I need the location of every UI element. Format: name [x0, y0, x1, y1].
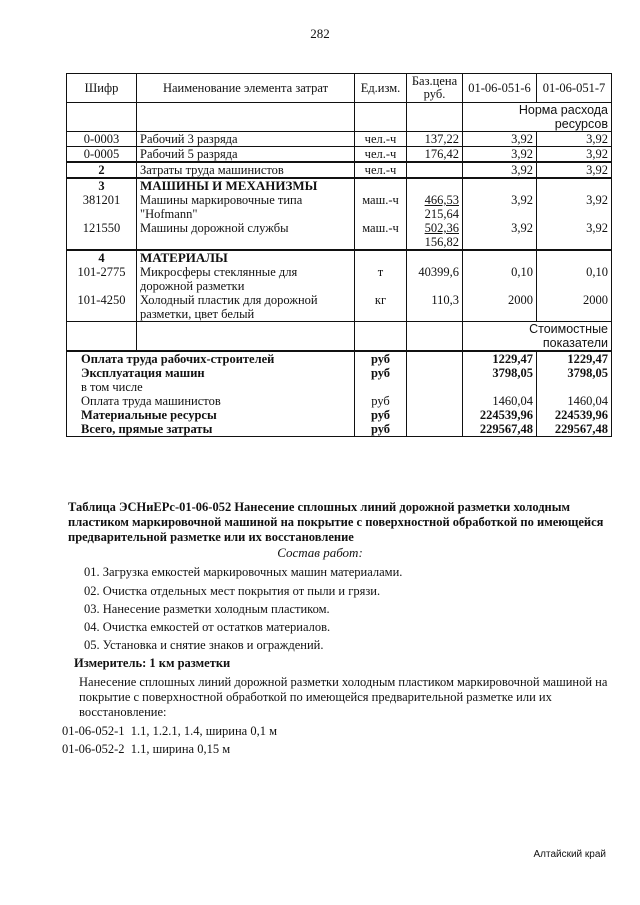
row-value-6: 3,92 — [463, 221, 537, 250]
row-value-7: 3,92 — [537, 147, 612, 163]
row-code: 121550 — [67, 221, 137, 250]
header-code: Шифр — [67, 74, 137, 103]
section-row — [67, 250, 612, 265]
cost-unit: руб — [355, 351, 407, 366]
region-footer: Алтайский край — [533, 849, 606, 860]
work-item: 02. Очистка отдельных мест покрытия от пыли и грязи. — [84, 584, 381, 598]
cost-name: в том числе — [67, 380, 355, 394]
cost-name: Эксплуатация машин — [67, 366, 355, 380]
work-item: 04. Очистка емкостей от остатков материалов. — [84, 620, 331, 634]
table-row — [67, 132, 612, 147]
norm-label-row — [67, 103, 612, 132]
header-col-6: 01-06-051-6 — [463, 74, 537, 103]
table-row — [67, 293, 612, 322]
cost-value-7 — [537, 380, 612, 394]
work-item: 01. Загрузка емкостей маркировочных машин материалами. — [84, 565, 403, 579]
row-price: 502,36 — [424, 221, 459, 235]
cost-value-6: 224539,96 — [463, 408, 537, 422]
table-row — [67, 193, 612, 221]
row-unit: чел.-ч — [355, 132, 407, 147]
cost-unit: руб — [355, 366, 407, 380]
header-price: Баз.цена руб. — [407, 74, 463, 103]
cost-label-row — [67, 322, 612, 352]
row-value-7: 3,92 — [537, 132, 612, 147]
row-unit: кг — [355, 293, 407, 322]
row-code: 101-2775 — [67, 265, 137, 293]
row-unit: маш.-ч — [355, 193, 407, 221]
resource-table — [66, 73, 612, 437]
row-value-7: 2000 — [537, 293, 612, 322]
cost-name: Всего, прямые затраты — [67, 422, 355, 437]
row-value-7: 3,92 — [537, 193, 612, 221]
cost-value-6: 3798,05 — [463, 366, 537, 380]
meter-unit: Измеритель: 1 км разметки — [74, 656, 231, 670]
row-value-7: 3,92 — [537, 221, 612, 250]
row-value-6: 3,92 — [463, 132, 537, 147]
cost-unit — [355, 380, 407, 394]
cost-unit: руб — [355, 408, 407, 422]
row-price: 110,3 — [407, 293, 463, 322]
cost-unit: руб — [355, 422, 407, 437]
work-composition-heading: Состав работ: — [277, 545, 363, 560]
section-code: 3 — [67, 178, 137, 193]
cost-row — [67, 366, 612, 380]
row-price-machinist: 215,64 — [424, 207, 459, 221]
work-item: 03. Нанесение разметки холодным пластиком. — [84, 602, 330, 616]
cost-value-6 — [463, 380, 537, 394]
row-name: Микросферы стеклянные для дорожной разметки — [137, 265, 355, 293]
row-price: 466,53 — [424, 193, 459, 207]
row-name: Машины дорожной службы — [137, 221, 355, 250]
cost-value-7: 1460,04 — [537, 394, 612, 408]
norm-code-item: 01-06-052-1 1.1, 1.2.1, 1.4, ширина 0,1 м — [62, 724, 278, 738]
norm-description: Нанесение сплошных линий дорожной разметки холодным пластиком маркировочной машиной на покрытие с поверхностной обработкой по имеющейся предварительной разметке или их восстановление: — [79, 675, 608, 719]
cost-name: Оплата труда рабочих-строителей — [67, 351, 355, 366]
row-price — [407, 162, 463, 178]
cost-row — [67, 394, 612, 408]
row-code: 2 — [67, 162, 137, 178]
row-value-6: 3,92 — [463, 162, 537, 178]
section-row — [67, 178, 612, 193]
row-code: 0-0003 — [67, 132, 137, 147]
cost-row — [67, 351, 612, 366]
row-value-7: 3,92 — [537, 162, 612, 178]
norm-code-item: 01-06-052-2 1.1, ширина 0,15 м — [62, 742, 231, 756]
row-unit: т — [355, 265, 407, 293]
header-unit: Ед.изм. — [355, 74, 407, 103]
row-name: Рабочий 5 разряда — [137, 147, 355, 163]
row-value-6: 3,92 — [463, 147, 537, 163]
row-price: 40399,6 — [407, 265, 463, 293]
row-unit: чел.-ч — [355, 162, 407, 178]
table-title: Таблица ЭСНиЕРс-01-06-052 Нанесение сплошных линий дорожной разметки холодным пластиком маркировочной машиной на покрытие с поверхностной обработкой по имеющейся предварительной разметке или их восстановление — [68, 500, 604, 544]
work-item: 05. Установка и снятие знаков и ограждений. — [84, 638, 324, 652]
row-value-7: 0,10 — [537, 265, 612, 293]
row-code: 381201 — [67, 193, 137, 221]
cost-unit: руб — [355, 394, 407, 408]
cost-label: Стоимостные показатели — [463, 322, 612, 352]
row-value-6: 0,10 — [463, 265, 537, 293]
table-row — [67, 162, 612, 178]
table-row — [67, 265, 612, 293]
row-value-6: 3,92 — [463, 193, 537, 221]
table-row — [67, 221, 612, 250]
section-code: 4 — [67, 250, 137, 265]
cost-value-6: 1229,47 — [463, 351, 537, 366]
cost-row — [67, 380, 612, 394]
section-name: МАШИНЫ И МЕХАНИЗМЫ — [137, 178, 355, 193]
cost-value-7: 229567,48 — [537, 422, 612, 437]
row-value-6: 2000 — [463, 293, 537, 322]
cost-name: Оплата труда машинистов — [67, 394, 355, 408]
row-name: Затраты труда машинистов — [137, 162, 355, 178]
page-number: 282 — [310, 26, 330, 41]
cost-row — [67, 408, 612, 422]
cost-value-6: 229567,48 — [463, 422, 537, 437]
row-code: 101-4250 — [67, 293, 137, 322]
row-price: 176,42 — [407, 147, 463, 163]
cost-value-6: 1460,04 — [463, 394, 537, 408]
row-name: Машины маркировочные типа "Hofmann" — [137, 193, 355, 221]
cost-value-7: 224539,96 — [537, 408, 612, 422]
table-header-row — [67, 74, 612, 103]
header-name: Наименование элемента затрат — [137, 74, 355, 103]
row-name: Рабочий 3 разряда — [137, 132, 355, 147]
table-row — [67, 147, 612, 163]
row-unit: чел.-ч — [355, 147, 407, 163]
row-price: 137,22 — [407, 132, 463, 147]
section-name: МАТЕРИАЛЫ — [137, 250, 355, 265]
row-name: Холодный пластик для дорожной разметки, цвет белый — [137, 293, 355, 322]
cost-row — [67, 422, 612, 437]
header-col-7: 01-06-051-7 — [537, 74, 612, 103]
row-code: 0-0005 — [67, 147, 137, 163]
cost-value-7: 3798,05 — [537, 366, 612, 380]
norm-label: Норма расхода ресурсов — [463, 103, 612, 132]
cost-name: Материальные ресурсы — [67, 408, 355, 422]
cost-value-7: 1229,47 — [537, 351, 612, 366]
row-unit: маш.-ч — [355, 221, 407, 250]
row-price-machinist: 156,82 — [424, 235, 459, 249]
